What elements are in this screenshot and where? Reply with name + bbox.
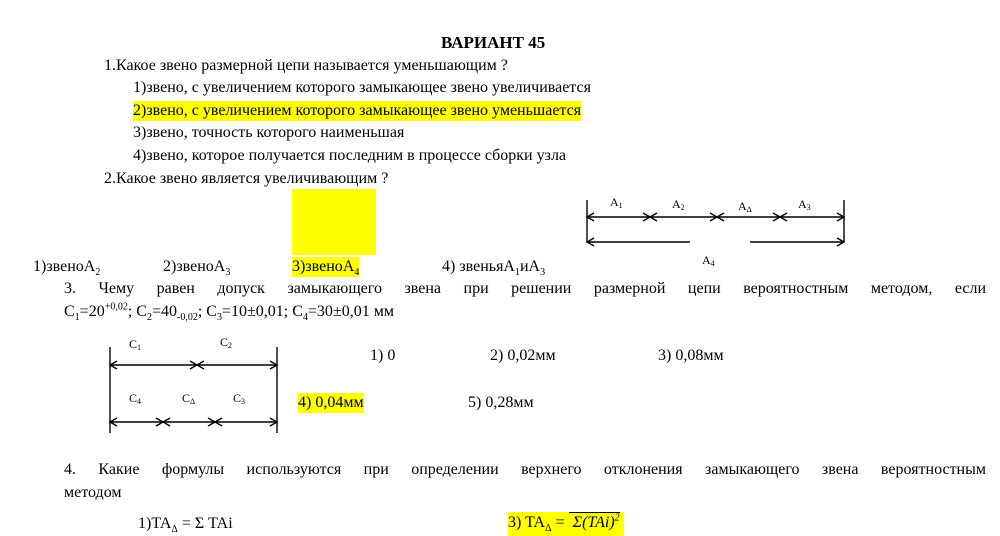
question-2: 2.Какое звено является увеличивающим ? xyxy=(104,170,389,187)
label-c3: C3 xyxy=(233,391,246,406)
dimension-chain-diagram-c xyxy=(105,335,290,435)
label-a4: A4 xyxy=(702,253,715,268)
q2-option-4: 4) $звеньяA_1иA_3$ xyxy=(442,258,546,279)
label-c2: C2 xyxy=(220,335,233,350)
label-a3: A3 xyxy=(798,197,811,212)
q3-option-2: 2) 0,02мм xyxy=(490,347,556,364)
question-3-values: $C_1=20^{+0,02}$; $C_2=40_{-0,02}$; $C_3=10\pm 0,01$; $C_4=30\pm 0,01$ мм xyxy=(64,301,394,324)
question-3: 3. Чему равен допуск замыкающего звена при решении размерной цепи вероятностным методом, если xyxy=(64,280,986,297)
q3-option-5: 5) 0,28мм xyxy=(468,394,534,411)
page-title: ВАРИАНТ 45 xyxy=(441,33,546,52)
label-a1: A1 xyxy=(610,195,623,210)
highlight-block xyxy=(292,189,376,255)
question-4-line2: методом xyxy=(64,484,122,501)
label-c1: C1 xyxy=(129,337,142,352)
q3-option-1: 1) 0 xyxy=(370,347,396,364)
label-c4: C4 xyxy=(129,391,142,406)
q1-option-4: 4)звено, которое получается последним в процессе сборки узла xyxy=(133,147,567,164)
question-4: 4. Какие формулы используются при определении верхнего отклонения замыкающего звена вероятностным xyxy=(64,461,986,478)
label-a-delta: AΔ xyxy=(738,199,752,214)
q2-option-2: 2)звеноA$_3$ xyxy=(163,258,231,279)
q1-option-3: 3)звено, точность которого наименьшая xyxy=(133,124,405,141)
question-1: 1.Какое звено размерной цепи называется уменьшающим ? xyxy=(104,57,508,74)
sqrt-radicand: Σ(TAi)$^2$ xyxy=(569,512,620,533)
q2-option-3: 3)звеноA$_4$ xyxy=(292,258,360,279)
q4-formula-1: $1)TA_\Delta = \Sigma$ TAi xyxy=(138,515,233,536)
q2-option-1: 1)звеноA$_2$ xyxy=(33,258,101,279)
dimension-chain-diagram-a xyxy=(580,190,850,270)
q4-formula-3: 3) $TA_\Delta = \Sigma(TAi)^2$ xyxy=(508,512,624,536)
label-a2: A2 xyxy=(672,197,685,212)
label-c-delta: CΔ xyxy=(182,391,196,406)
q3-option-4: 4) 0,04мм xyxy=(298,394,364,411)
q3-option-3: 3) 0,08мм xyxy=(658,347,724,364)
q1-option-2: 2)звено, с увеличением которого замыкающее звено уменьшается xyxy=(133,102,582,119)
q1-option-1: 1)звено, с увеличением которого замыкающее звено увеличивается xyxy=(133,79,591,96)
